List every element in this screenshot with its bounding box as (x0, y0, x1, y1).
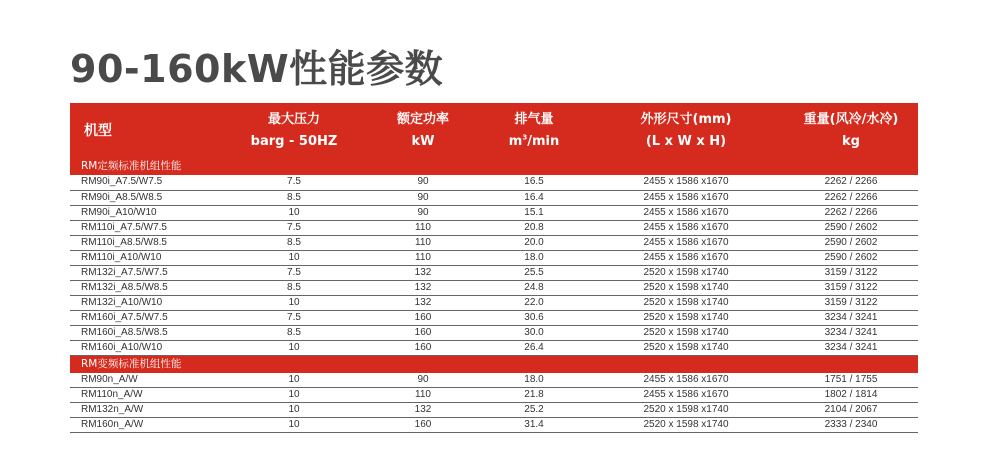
power-cell: 160 (366, 325, 480, 340)
dimensions-cell: 2520 x 1598 x1740 (588, 280, 784, 295)
pressure-cell: 10 (222, 250, 366, 265)
model-cell: RM132i_A10/W10 (70, 295, 222, 310)
delivery-cell: 30.6 (480, 310, 588, 325)
model-cell: RM110n_A/W (70, 388, 222, 403)
pressure-cell: 10 (222, 205, 366, 220)
pressure-cell: 8.5 (222, 235, 366, 250)
weight-cell: 3234 / 3241 (784, 310, 918, 325)
power-cell: 110 (366, 220, 480, 235)
power-cell: 132 (366, 403, 480, 418)
dimensions-cell: 2520 x 1598 x1740 (588, 418, 784, 433)
power-cell: 90 (366, 205, 480, 220)
page-title: 90-160kW性能参数 (70, 47, 444, 91)
model-cell: RM160n_A/W (70, 418, 222, 433)
pressure-cell: 10 (222, 388, 366, 403)
weight-cell: 1751 / 1755 (784, 373, 918, 388)
header-max-pressure: 最大压力 barg - 50HZ (250, 111, 338, 149)
table-row (70, 403, 918, 418)
pressure-cell: 8.5 (222, 280, 366, 295)
weight-cell: 2333 / 2340 (784, 418, 918, 433)
delivery-cell: 25.5 (480, 265, 588, 280)
dimensions-cell: 2455 x 1586 x1670 (588, 373, 784, 388)
dimensions-cell: 2520 x 1598 x1740 (588, 265, 784, 280)
header-dimensions: 外形尺寸(mm) (L x W x H) (640, 111, 732, 149)
power-cell: 132 (366, 265, 480, 280)
weight-cell: 2590 / 2602 (784, 250, 918, 265)
power-cell: 110 (366, 235, 480, 250)
weight-cell: 3159 / 3122 (784, 265, 918, 280)
power-cell: 160 (366, 340, 480, 355)
dimensions-cell: 2455 x 1586 x1670 (588, 235, 784, 250)
power-cell: 132 (366, 295, 480, 310)
section-header-row (70, 158, 918, 175)
delivery-cell: 15.1 (480, 205, 588, 220)
table-row (70, 250, 918, 265)
model-cell: RM90i_A7.5/W7.5 (70, 175, 222, 190)
section-title: RM变频标准机组性能 (70, 355, 918, 373)
table-row (70, 235, 918, 250)
pressure-cell: 10 (222, 340, 366, 355)
table-row (70, 310, 918, 325)
dimensions-cell: 2520 x 1598 x1740 (588, 325, 784, 340)
weight-cell: 2104 / 2067 (784, 403, 918, 418)
delivery-cell: 18.0 (480, 373, 588, 388)
model-cell: RM160i_A8.5/W8.5 (70, 325, 222, 340)
weight-cell: 2262 / 2266 (784, 205, 918, 220)
delivery-cell: 20.8 (480, 220, 588, 235)
weight-cell: 2262 / 2266 (784, 175, 918, 190)
performance-table (70, 103, 918, 433)
delivery-cell: 31.4 (480, 418, 588, 433)
pressure-cell: 10 (222, 295, 366, 310)
power-cell: 132 (366, 280, 480, 295)
model-cell: RM110i_A8.5/W8.5 (70, 235, 222, 250)
power-cell: 160 (366, 310, 480, 325)
power-cell: 90 (366, 190, 480, 205)
pressure-cell: 7.5 (222, 220, 366, 235)
table-row (70, 265, 918, 280)
power-cell: 90 (366, 373, 480, 388)
weight-cell: 2590 / 2602 (784, 235, 918, 250)
model-cell: RM110i_A10/W10 (70, 250, 222, 265)
dimensions-cell: 2455 x 1586 x1670 (588, 205, 784, 220)
model-cell: RM160i_A7.5/W7.5 (70, 310, 222, 325)
power-cell: 110 (366, 388, 480, 403)
pressure-cell: 7.5 (222, 265, 366, 280)
dimensions-cell: 2520 x 1598 x1740 (588, 310, 784, 325)
weight-cell: 3159 / 3122 (784, 295, 918, 310)
table-body (70, 158, 918, 433)
pressure-cell: 8.5 (222, 325, 366, 340)
table-row (70, 388, 918, 403)
weight-cell: 3159 / 3122 (784, 280, 918, 295)
pressure-cell: 8.5 (222, 190, 366, 205)
model-cell: RM160i_A10/W10 (70, 340, 222, 355)
delivery-cell: 18.0 (480, 250, 588, 265)
delivery-cell: 30.0 (480, 325, 588, 340)
table-row (70, 295, 918, 310)
dimensions-cell: 2455 x 1586 x1670 (588, 388, 784, 403)
header-weight: 重量(风冷/水冷) kg (803, 111, 899, 149)
delivery-cell: 25.2 (480, 403, 588, 418)
model-cell: RM132n_A/W (70, 403, 222, 418)
pressure-cell: 7.5 (222, 175, 366, 190)
dimensions-cell: 2455 x 1586 x1670 (588, 220, 784, 235)
dimensions-cell: 2520 x 1598 x1740 (588, 403, 784, 418)
table-row (70, 373, 918, 388)
pressure-cell: 7.5 (222, 310, 366, 325)
table-row (70, 280, 918, 295)
dimensions-cell: 2455 x 1586 x1670 (588, 250, 784, 265)
table-row (70, 205, 918, 220)
header-model: 机型 (84, 122, 112, 139)
dimensions-cell: 2520 x 1598 x1740 (588, 295, 784, 310)
weight-cell: 1802 / 1814 (784, 388, 918, 403)
delivery-cell: 16.4 (480, 190, 588, 205)
table-header-row (70, 103, 918, 158)
weight-cell: 3234 / 3241 (784, 325, 918, 340)
delivery-cell: 16.5 (480, 175, 588, 190)
delivery-cell: 22.0 (480, 295, 588, 310)
header-rated-power: 额定功率 kW (396, 111, 449, 149)
header-air-delivery: 排气量 $m^3/\min$ (508, 111, 560, 149)
delivery-cell: 20.0 (480, 235, 588, 250)
power-cell: 90 (366, 175, 480, 190)
model-cell: RM90n_A/W (70, 373, 222, 388)
section-header-row (70, 355, 918, 373)
delivery-cell: 24.8 (480, 280, 588, 295)
table-row (70, 175, 918, 190)
weight-cell: 3234 / 3241 (784, 340, 918, 355)
section-title: RM定频标准机组性能 (70, 158, 918, 175)
model-cell: RM90i_A8.5/W8.5 (70, 190, 222, 205)
table-row (70, 190, 918, 205)
dimensions-cell: 2455 x 1586 x1670 (588, 190, 784, 205)
power-cell: 160 (366, 418, 480, 433)
model-cell: RM132i_A8.5/W8.5 (70, 280, 222, 295)
model-cell: RM132i_A7.5/W7.5 (70, 265, 222, 280)
table-row (70, 418, 918, 433)
pressure-cell: 10 (222, 403, 366, 418)
table-row (70, 340, 918, 355)
model-cell: RM110i_A7.5/W7.5 (70, 220, 222, 235)
dimensions-cell: 2455 x 1586 x1670 (588, 175, 784, 190)
weight-cell: 2262 / 2266 (784, 190, 918, 205)
pressure-cell: 10 (222, 373, 366, 388)
pressure-cell: 10 (222, 418, 366, 433)
table-row (70, 325, 918, 340)
delivery-cell: 21.8 (480, 388, 588, 403)
weight-cell: 2590 / 2602 (784, 220, 918, 235)
delivery-cell: 26.4 (480, 340, 588, 355)
power-cell: 110 (366, 250, 480, 265)
model-cell: RM90i_A10/W10 (70, 205, 222, 220)
dimensions-cell: 2520 x 1598 x1740 (588, 340, 784, 355)
table-row (70, 220, 918, 235)
